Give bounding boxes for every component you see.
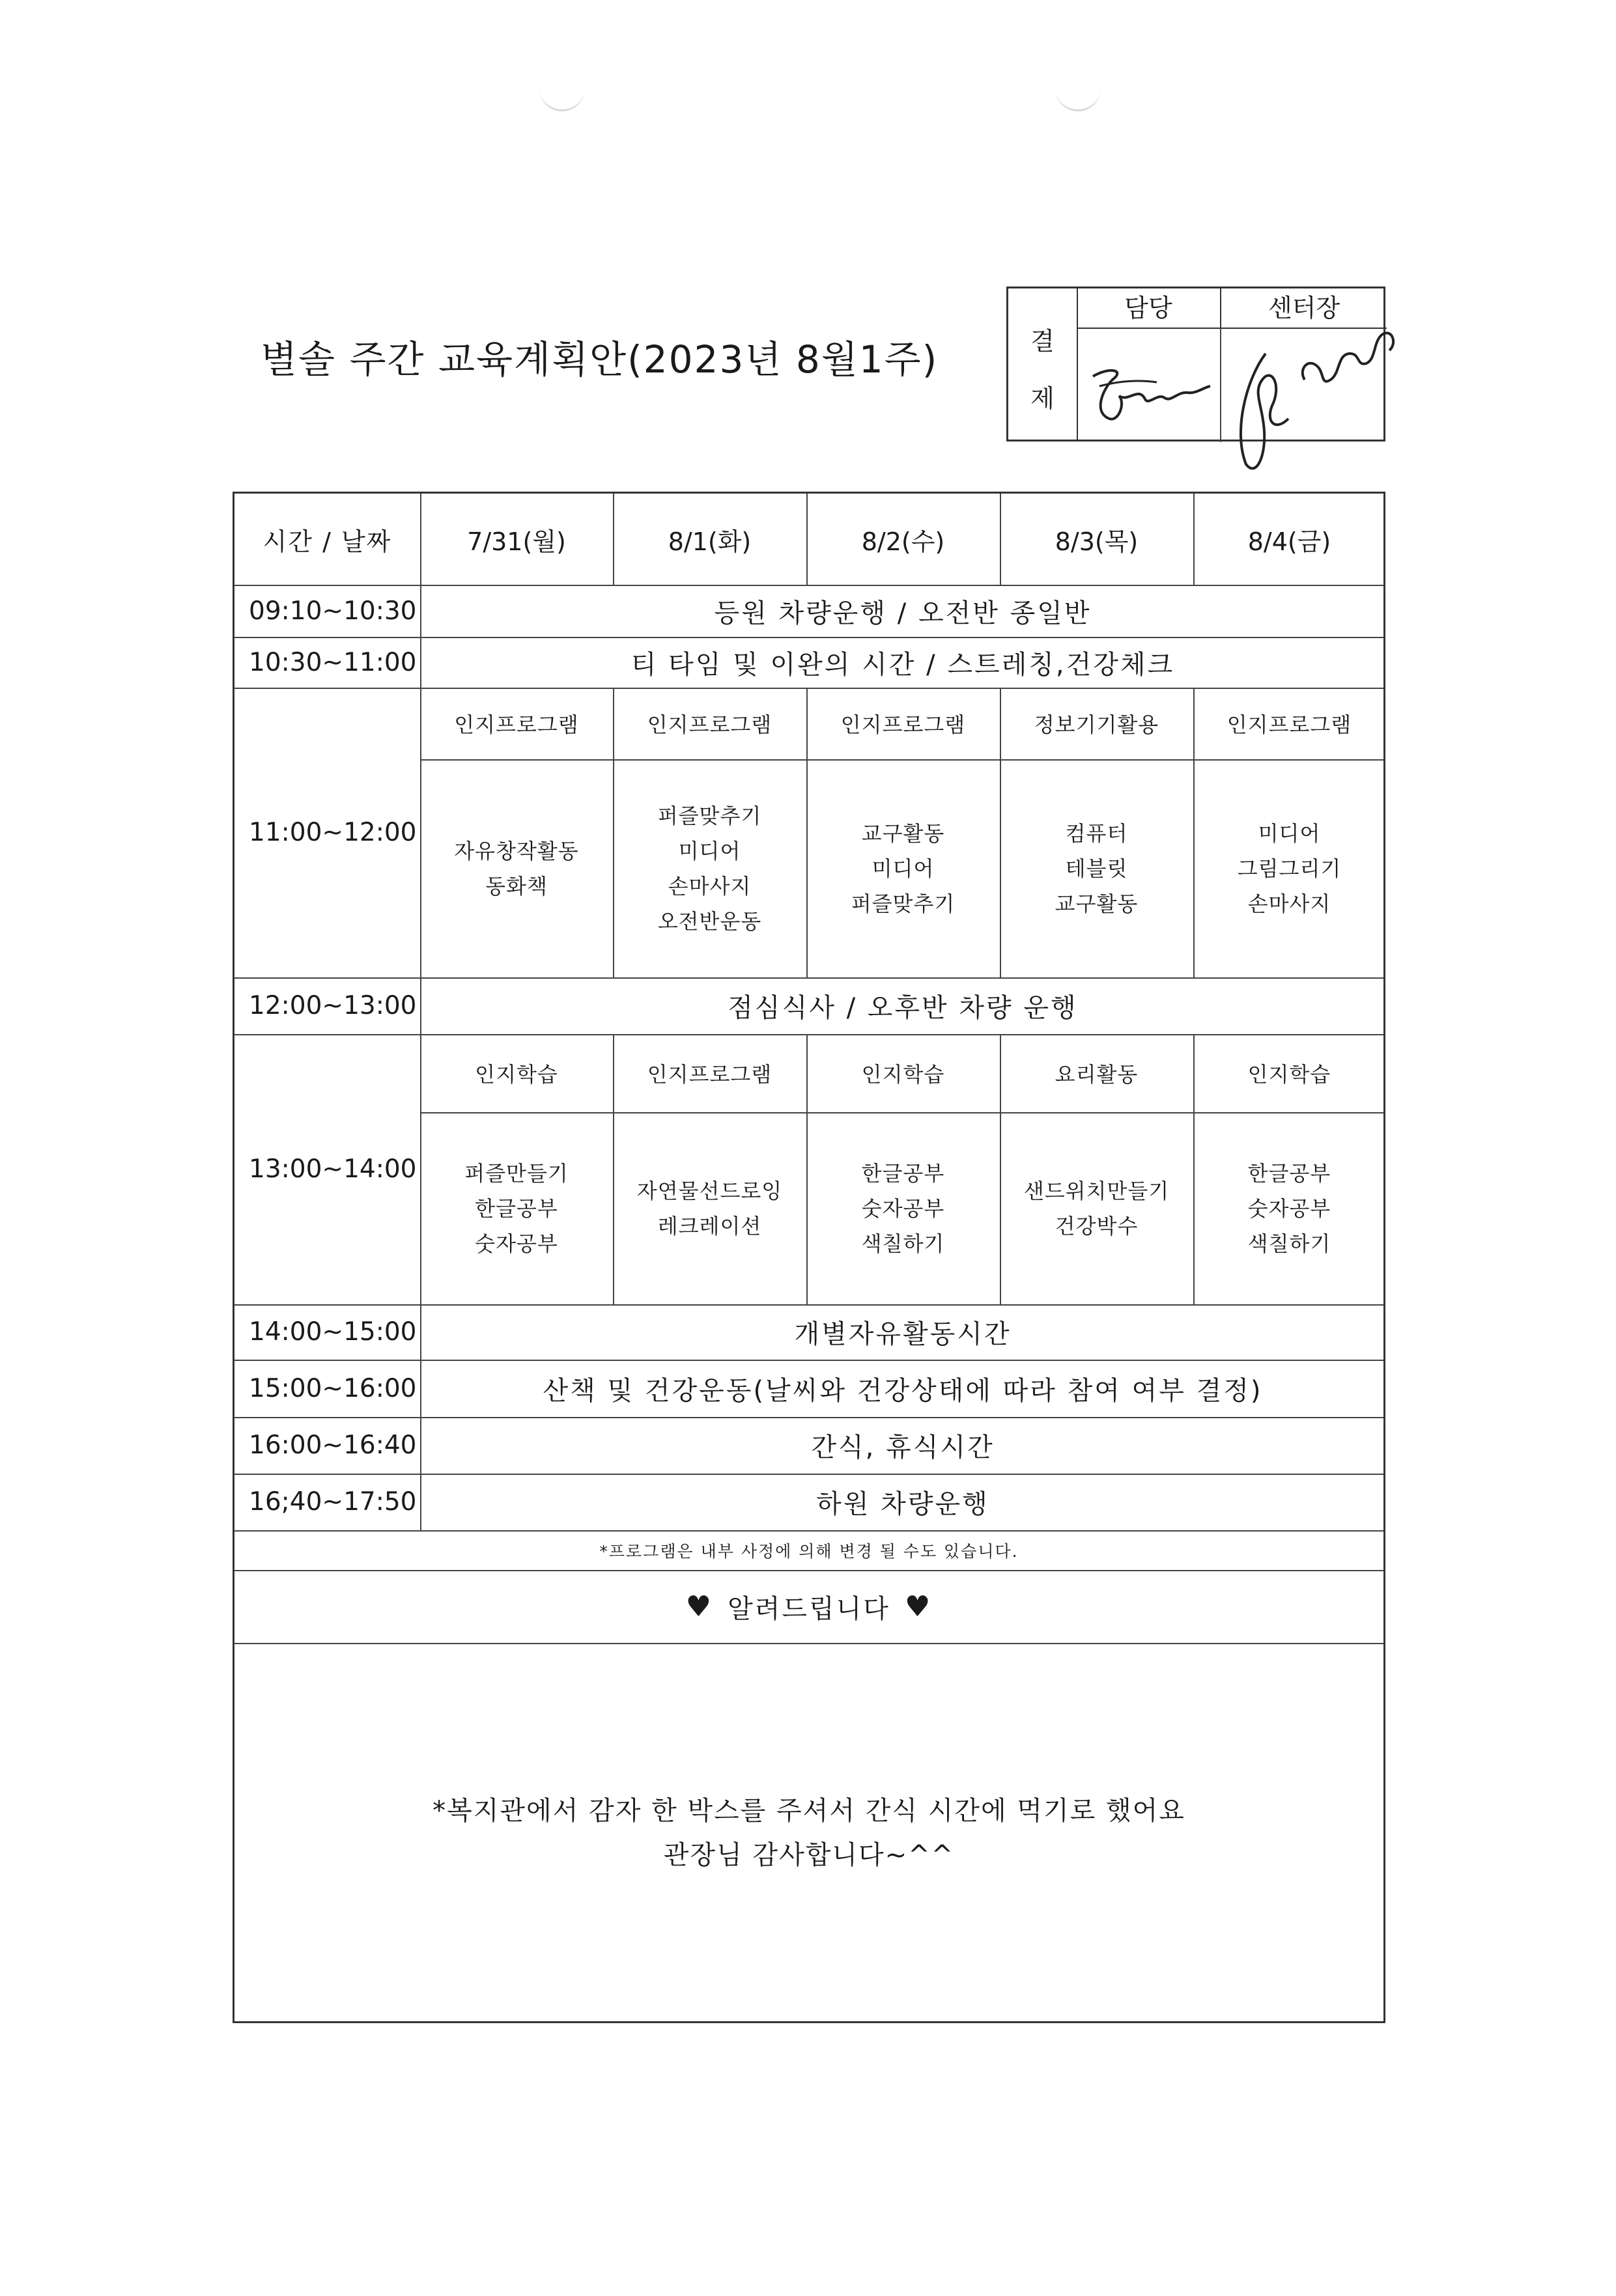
program-cell: 요리활동 [1055, 1062, 1139, 1087]
program-cell: 인지학습 [1247, 1062, 1331, 1087]
approval-divider [1220, 328, 1221, 442]
activity-item: 오전반운동 [657, 908, 762, 934]
activity-cell [1193, 759, 1385, 977]
program-cell: 인지학습 [475, 1062, 558, 1087]
header-day-fri: 8/4(금) [1247, 527, 1331, 556]
activity-item: 한글공부 [861, 1160, 945, 1186]
activity-item: 테블릿 [1065, 856, 1128, 881]
header-day-tue: 8/1(화) [668, 527, 752, 556]
program-cell: 인지학습 [861, 1062, 945, 1087]
time-cell: 12:00~13:00 [249, 991, 417, 1020]
heart-icon: ♥ [685, 1589, 714, 1623]
schedule-span-cell: 하원 차량운행 [816, 1489, 989, 1519]
activity-item: 퍼즐맞추기 [657, 803, 762, 828]
time-cell: 16:00~16:40 [249, 1431, 417, 1460]
activity-item: 건강박수 [1055, 1213, 1139, 1239]
schedule-span-cell: 산책 및 건강운동(날씨와 건강상태에 따라 참여 여부 결정) [543, 1375, 1263, 1406]
program-cell: 인지프로그램 [647, 1062, 773, 1087]
schedule-span-cell: 티 타임 및 이완의 시간 / 스트레칭,건강체크 [631, 649, 1175, 680]
header-day-thu: 8/3(목) [1055, 527, 1139, 556]
schedule-span-cell: 등원 차량운행 / 오전반 종일반 [714, 598, 1092, 628]
punch-hole-right-icon [1055, 83, 1101, 111]
director-signature-icon [1226, 301, 1402, 477]
notice-heading [234, 1570, 1383, 1643]
manager-signature-icon [1080, 341, 1217, 438]
activity-item: 컴퓨터 [1065, 820, 1128, 846]
activity-cell [1000, 759, 1193, 977]
activity-item: 자연물선드로잉 [636, 1178, 783, 1203]
activity-item: 퍼즐만들기 [464, 1160, 569, 1186]
approval-side-char-2: 제 [1030, 384, 1055, 413]
notice-line-2: 관장님 감사합니다~^^ [663, 1840, 955, 1870]
page-title: 별솔 주간 교육계획안(2023년 8월1주) [261, 337, 939, 382]
notice-message-text [233, 1784, 1385, 1882]
activity-item: 한글공부 [1247, 1160, 1331, 1186]
time-cell: 10:30~11:00 [249, 647, 417, 677]
program-cell: 인지프로그램 [647, 712, 773, 737]
activity-item: 숫자공부 [861, 1196, 945, 1221]
time-cell: 09:10~10:30 [249, 596, 417, 626]
header-day-wed: 8/2(수) [861, 527, 945, 556]
activity-item: 숫자공부 [475, 1231, 558, 1256]
approval-col-director-header: 센터장 [1220, 288, 1387, 329]
header-day-mon: 7/31(월) [467, 527, 566, 556]
time-cell: 15:00~16:00 [249, 1373, 417, 1403]
approval-col-manager-header: 담당 [1077, 288, 1220, 329]
notice-line-1: *복지관에서 감자 한 박스를 주셔서 간식 시간에 먹기로 했어요 [432, 1796, 1185, 1826]
activity-cell [806, 759, 1000, 977]
time-cell: 16;40~17:50 [249, 1487, 417, 1517]
activity-item: 교구활동 [1055, 891, 1139, 916]
activity-cell [420, 759, 613, 977]
activity-item: 레크레이션 [657, 1213, 762, 1239]
schedule-span-cell: 개별자유활동시간 [794, 1319, 1012, 1349]
activity-item: 미디어 [678, 838, 741, 863]
activity-item: 동화책 [485, 873, 548, 899]
activity-cell [420, 1112, 613, 1304]
schedule-note: *프로그램은 내부 사정에 의해 변경 될 수도 있습니다. [599, 1541, 1019, 1561]
activity-item: 한글공부 [475, 1196, 558, 1221]
activity-item: 손마사지 [668, 873, 752, 899]
activity-item: 퍼즐맞추기 [851, 891, 956, 916]
activity-item: 샌드위치만들기 [1023, 1178, 1170, 1203]
header-corner: 시간 / 날짜 [262, 527, 392, 556]
activity-cell [1000, 1112, 1193, 1304]
schedule-span-cell: 간식, 휴식시간 [811, 1433, 995, 1463]
activity-cell [806, 1112, 1000, 1304]
activity-item: 교구활동 [861, 820, 945, 846]
heart-icon: ♥ [904, 1589, 933, 1623]
program-cell: 인지프로그램 [1226, 712, 1352, 737]
activity-item: 손마사지 [1247, 891, 1331, 916]
activity-item: 색칠하기 [1247, 1231, 1331, 1256]
schedule-span-cell: 점심식사 / 오후반 차량 운행 [728, 993, 1078, 1023]
notice-heading-text: 알려드립니다 [728, 1593, 890, 1624]
activity-cell [613, 1112, 806, 1304]
time-cell: 13:00~14:00 [249, 1155, 417, 1184]
time-cell: 11:00~12:00 [249, 818, 417, 847]
program-cell: 정보기기활용 [1034, 712, 1159, 737]
notice-message [234, 1643, 1383, 2296]
program-cell: 인지프로그램 [454, 712, 579, 737]
approval-box [1006, 287, 1385, 441]
activity-cell [1193, 1112, 1385, 1304]
activity-item: 색칠하기 [861, 1231, 945, 1256]
activity-item: 미디어 [872, 856, 935, 881]
punch-hole-left-icon [539, 83, 585, 111]
approval-side-char-1: 결 [1030, 327, 1055, 356]
activity-cell [613, 759, 806, 977]
activity-item: 자유창작활동 [454, 838, 579, 863]
activity-item: 미디어 [1258, 820, 1321, 846]
time-cell: 14:00~15:00 [249, 1317, 417, 1347]
approval-side-label [1008, 288, 1078, 440]
program-cell: 인지프로그램 [840, 712, 966, 737]
activity-item: 숫자공부 [1247, 1196, 1331, 1221]
activity-item: 그림그리기 [1237, 856, 1342, 881]
